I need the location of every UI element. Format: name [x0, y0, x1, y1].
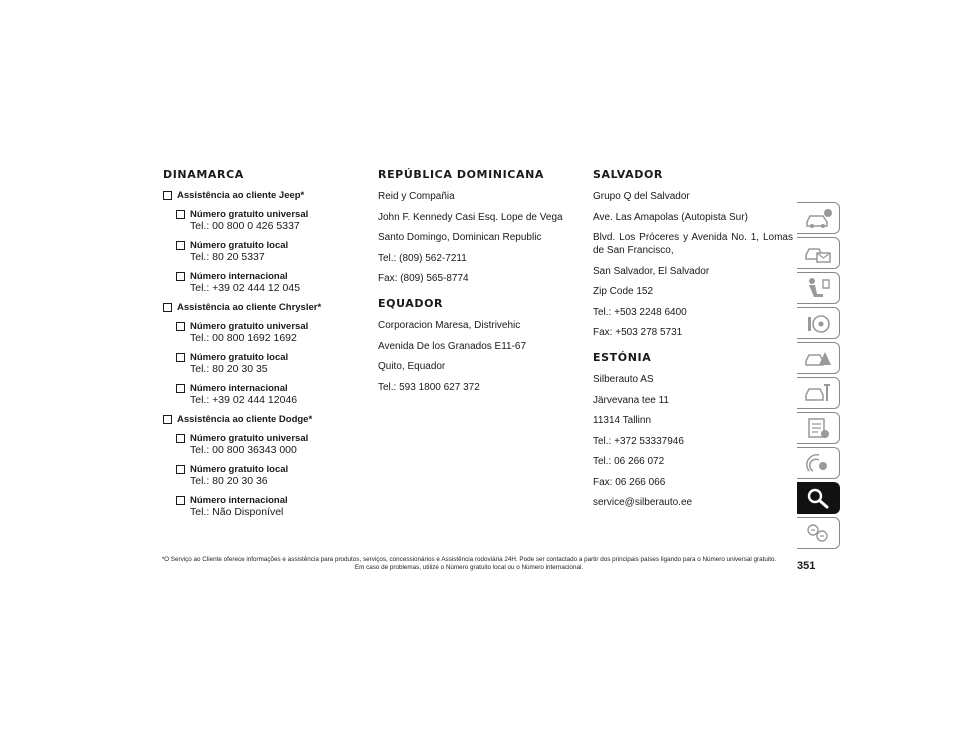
contact-item-heading [176, 464, 353, 475]
contact-item-label: Número gratuito local [190, 464, 289, 475]
multimedia-icon [803, 451, 833, 475]
text-line: Ave. Las Amapolas (Autopista Sur) [593, 211, 748, 223]
side-tab-car-warning[interactable] [797, 342, 840, 374]
side-tab-multimedia[interactable] [797, 447, 840, 479]
text-line: Zip Code 152 [593, 286, 654, 297]
contact-item-heading [176, 433, 353, 444]
text-line: Blvd. Los Próceres y Avenida No. 1, Lomas de San Francisco, [593, 232, 793, 256]
contact-item-heading [176, 240, 353, 251]
bullet-square-icon [176, 465, 185, 474]
contact-item-heading [176, 383, 353, 394]
bullet-square-icon [176, 210, 185, 219]
bullet-square-icon [176, 384, 185, 393]
bullet-square-icon [163, 303, 172, 312]
contact-phone: Tel.: Não Disponível [190, 506, 284, 518]
support-group-label: Assistência ao cliente Dodge* [177, 414, 313, 425]
address-dominican [378, 190, 573, 285]
contact-item-heading [176, 352, 353, 363]
support-group-heading [163, 302, 353, 313]
side-tab-search[interactable] [797, 482, 840, 514]
text-line: Santo Domingo, Dominican Republic [378, 232, 542, 243]
text-line: Fax: 06 266 066 [593, 476, 666, 488]
support-groups [163, 190, 353, 519]
bullet-square-icon [176, 353, 185, 362]
support-group-heading [163, 190, 353, 201]
column-dinamarca [163, 168, 353, 526]
contact-item [176, 240, 353, 264]
column-right [593, 168, 793, 517]
side-tab-languages[interactable] [797, 517, 840, 549]
text-line: Fax: +503 278 5731 [593, 327, 683, 338]
bullet-square-icon [176, 322, 185, 331]
bullet-square-icon [163, 415, 172, 424]
contact-item [176, 464, 353, 488]
contact-item [176, 321, 353, 345]
address-salvador [593, 190, 793, 339]
text-line: Avenida De los Granados E11-67 [378, 340, 527, 352]
section-title-salvador: SALVADOR [593, 168, 663, 181]
contact-phone: Tel.: 00 800 1692 1692 [190, 332, 297, 344]
contact-item [176, 271, 353, 295]
document-list-icon [803, 416, 833, 440]
contact-phone: Tel.: 00 800 0 426 5337 [190, 220, 300, 232]
text-line: Silberauto AS [593, 374, 654, 385]
contact-item [176, 383, 353, 407]
side-tab-car-info[interactable] [797, 202, 840, 234]
car-envelope-icon [803, 241, 833, 265]
contact-item [176, 495, 353, 519]
languages-icon [803, 521, 833, 545]
contact-item-label: Número gratuito local [190, 240, 289, 251]
contact-item-heading [176, 271, 353, 282]
text-line: Tel.: (809) 562-7211 [378, 252, 467, 264]
contact-item [176, 433, 353, 457]
text-line: Quito, Equador [378, 361, 446, 372]
side-tab-steering[interactable] [797, 307, 840, 339]
contact-item-label: Número gratuito universal [190, 209, 309, 220]
contact-phone: Tel.: 80 20 5337 [190, 251, 265, 263]
car-info-icon [803, 206, 833, 230]
side-tab-car-service[interactable] [797, 377, 840, 409]
section-title-dinamarca: DINAMARCA [163, 168, 244, 181]
text-line: Tel.: +503 2248 6400 [593, 306, 687, 318]
car-service-icon [803, 381, 833, 405]
contact-phone: Tel.: 80 20 30 36 [190, 475, 268, 487]
steering-wheel-icon [803, 311, 833, 335]
side-tab-seat-safety[interactable] [797, 272, 840, 304]
contact-item-label: Número gratuito universal [190, 321, 309, 332]
text-line: John F. Kennedy Casi Esq. Lope de Vega [378, 211, 563, 223]
address-equador [378, 319, 573, 394]
support-group-label: Assistência ao cliente Jeep* [177, 190, 305, 201]
contact-item-heading [176, 495, 353, 506]
bullet-square-icon [176, 496, 185, 505]
section-title-equador: EQUADOR [378, 297, 444, 310]
text-line: Reid y Compañia [378, 191, 455, 202]
support-group-heading [163, 414, 353, 425]
bullet-square-icon [176, 272, 185, 281]
contact-phone: Tel.: 80 20 30 35 [190, 363, 268, 375]
text-line: San Salvador, El Salvador [593, 265, 710, 277]
text-line: service@silberauto.ee [593, 497, 693, 508]
text-line: 11314 Tallinn [593, 415, 652, 426]
section-title-dominican: REPÚBLICA DOMINICANA [378, 168, 545, 181]
bullet-square-icon [176, 434, 185, 443]
contact-item-label: Número internacional [190, 383, 288, 394]
column-middle [378, 168, 573, 401]
contact-phone: Tel.: +39 02 444 12046 [190, 394, 298, 406]
contact-item-label: Número internacional [190, 271, 288, 282]
side-tab-document[interactable] [797, 412, 840, 444]
contact-item [176, 209, 353, 233]
text-line: Tel.: +372 53337946 [593, 435, 684, 447]
contact-phone: Tel.: +39 02 444 12 045 [190, 282, 301, 294]
side-tab-car-envelope[interactable] [797, 237, 840, 269]
section-title-estonia: ESTÓNIA [593, 351, 652, 364]
text-line: Grupo Q del Salvador [593, 191, 690, 202]
text-line: Corporacion Maresa, Distrivehic [378, 320, 521, 331]
bullet-square-icon [176, 241, 185, 250]
contact-phone: Tel.: 00 800 36343 000 [190, 444, 297, 456]
contact-item-heading [176, 321, 353, 332]
contact-item [176, 352, 353, 376]
contact-item-label: Número gratuito universal [190, 433, 309, 444]
page-number: 351 [797, 560, 816, 572]
contact-item-label: Número gratuito local [190, 352, 289, 363]
footnote: *O Serviço ao Cliente oferece informações e assistência para produtos, serviços, concessionários e Assistência rodoviária 24H. Pode ser contactado a partir dos principais países ligando para o Número universal gratuito. Em caso de problemas, utilize o Número gratuito local ou o Número internacional. [161, 556, 777, 571]
contact-item-label: Número internacional [190, 495, 288, 506]
magnifier-icon [803, 486, 833, 510]
contact-item-heading [176, 209, 353, 220]
seat-safety-icon [803, 276, 833, 300]
car-warning-icon [803, 346, 833, 370]
text-line: Tel.: 593 1800 627 372 [378, 381, 480, 393]
text-line: Fax: (809) 565-8774 [378, 273, 469, 284]
text-line: Tel.: 06 266 072 [593, 456, 665, 467]
text-line: Järvevana tee 11 [593, 394, 669, 406]
bullet-square-icon [163, 191, 172, 200]
support-group-label: Assistência ao cliente Chrysler* [177, 302, 322, 313]
address-estonia [593, 373, 793, 509]
